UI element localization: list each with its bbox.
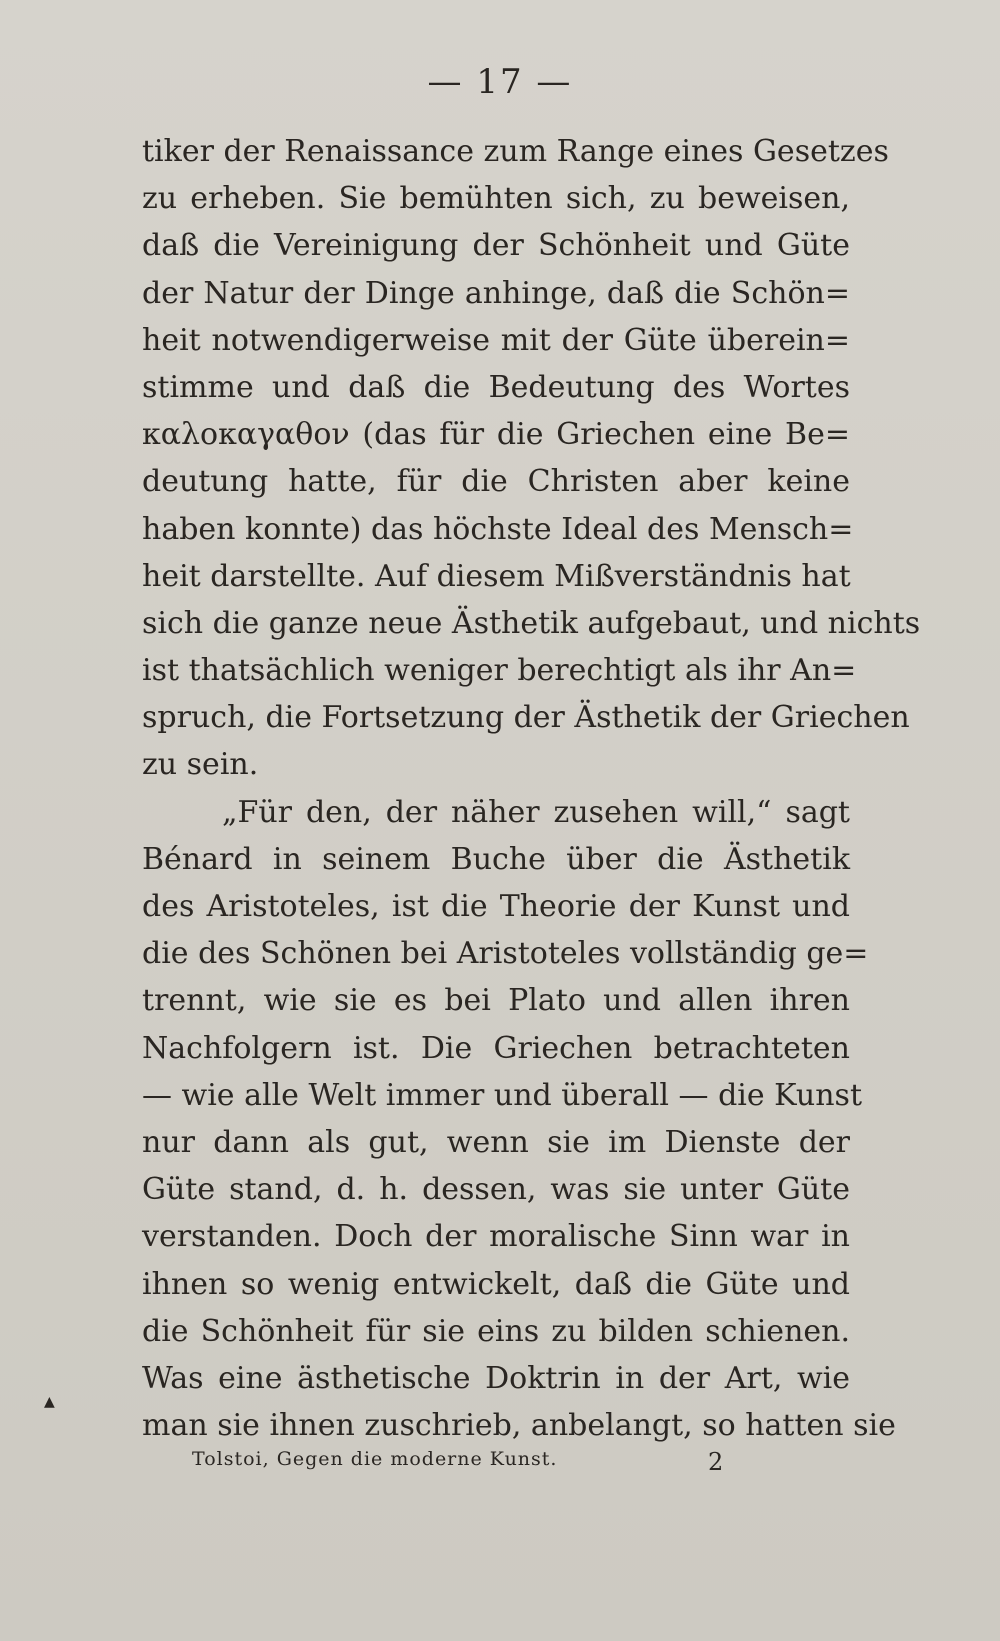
text-line: „Für den, der näher zusehen will,“ sagt: [222, 794, 850, 830]
text-line: — wie alle Welt immer und überall — die Kunst: [142, 1077, 862, 1113]
text-line: ihnen so wenig entwickelt, daß die Güte und: [142, 1266, 850, 1302]
text-line: Was eine ästhetische Doktrin in der Art, wie: [142, 1360, 850, 1396]
page-number: — 17 —: [427, 62, 573, 102]
text-line: Bénard in seinem Buche über die Ästhetik: [142, 841, 850, 877]
text-line: trennt, wie sie es bei Plato und allen ihren: [142, 983, 850, 1019]
text-line: der Natur der Dinge anhinge, daß die Schön=: [142, 275, 850, 311]
text-line: daß die Vereinigung der Schönheit und Güte: [142, 228, 850, 264]
text-line: tiker der Renaissance zum Range eines Gesetzes: [142, 134, 889, 169]
text-line: spruch, die Fortsetzung der Ästhetik der Griechen: [142, 700, 910, 736]
signature-mark: 2: [708, 1448, 724, 1476]
text-line: deutung hatte, für die Christen aber keine: [142, 464, 850, 500]
text-line: zu erheben. Sie bemühten sich, zu beweisen,: [142, 181, 850, 217]
text-line: verstanden. Doch der moralische Sinn war in: [142, 1219, 850, 1255]
text-line: man sie ihnen zuschrieb, anbelangt, so hatten sie: [142, 1408, 896, 1444]
text-line: des Aristoteles, ist die Theorie der Kunst und: [142, 889, 850, 924]
text-line: heit notwendigerweise mit der Güte überein=: [142, 322, 850, 358]
text-line: haben konnte) das höchste Ideal des Mensch=: [142, 511, 854, 547]
text-line: Nachfolgern ist. Die Griechen betrachteten: [142, 1030, 850, 1066]
text-line: Güte stand, d. h. dessen, was sie unter Güte: [142, 1172, 850, 1208]
footer-title: Tolstoi, Gegen die moderne Kunst.: [192, 1448, 558, 1470]
text-line: sich die ganze neue Ästhetik aufgebaut, und nichts: [142, 605, 921, 641]
text-line: zu sein.: [142, 747, 259, 783]
text-line: nur dann als gut, wenn sie im Dienste der: [142, 1124, 850, 1160]
body-text: [142, 128, 921, 1449]
text-line: stimme und daß die Bedeutung des Wortes: [142, 369, 850, 405]
margin-mark: ▲: [44, 1394, 55, 1410]
text-line: die Schönheit für sie eins zu bilden schienen.: [142, 1313, 850, 1349]
text-line: ist thatsächlich weniger berechtigt als ihr An=: [142, 653, 857, 689]
text-line: καλοκαγαθον (das für die Griechen eine Be=: [142, 417, 850, 453]
text-line: heit darstellte. Auf diesem Mißverständnis hat: [142, 558, 851, 594]
text-line: die des Schönen bei Aristoteles vollständig ge=: [142, 936, 869, 972]
